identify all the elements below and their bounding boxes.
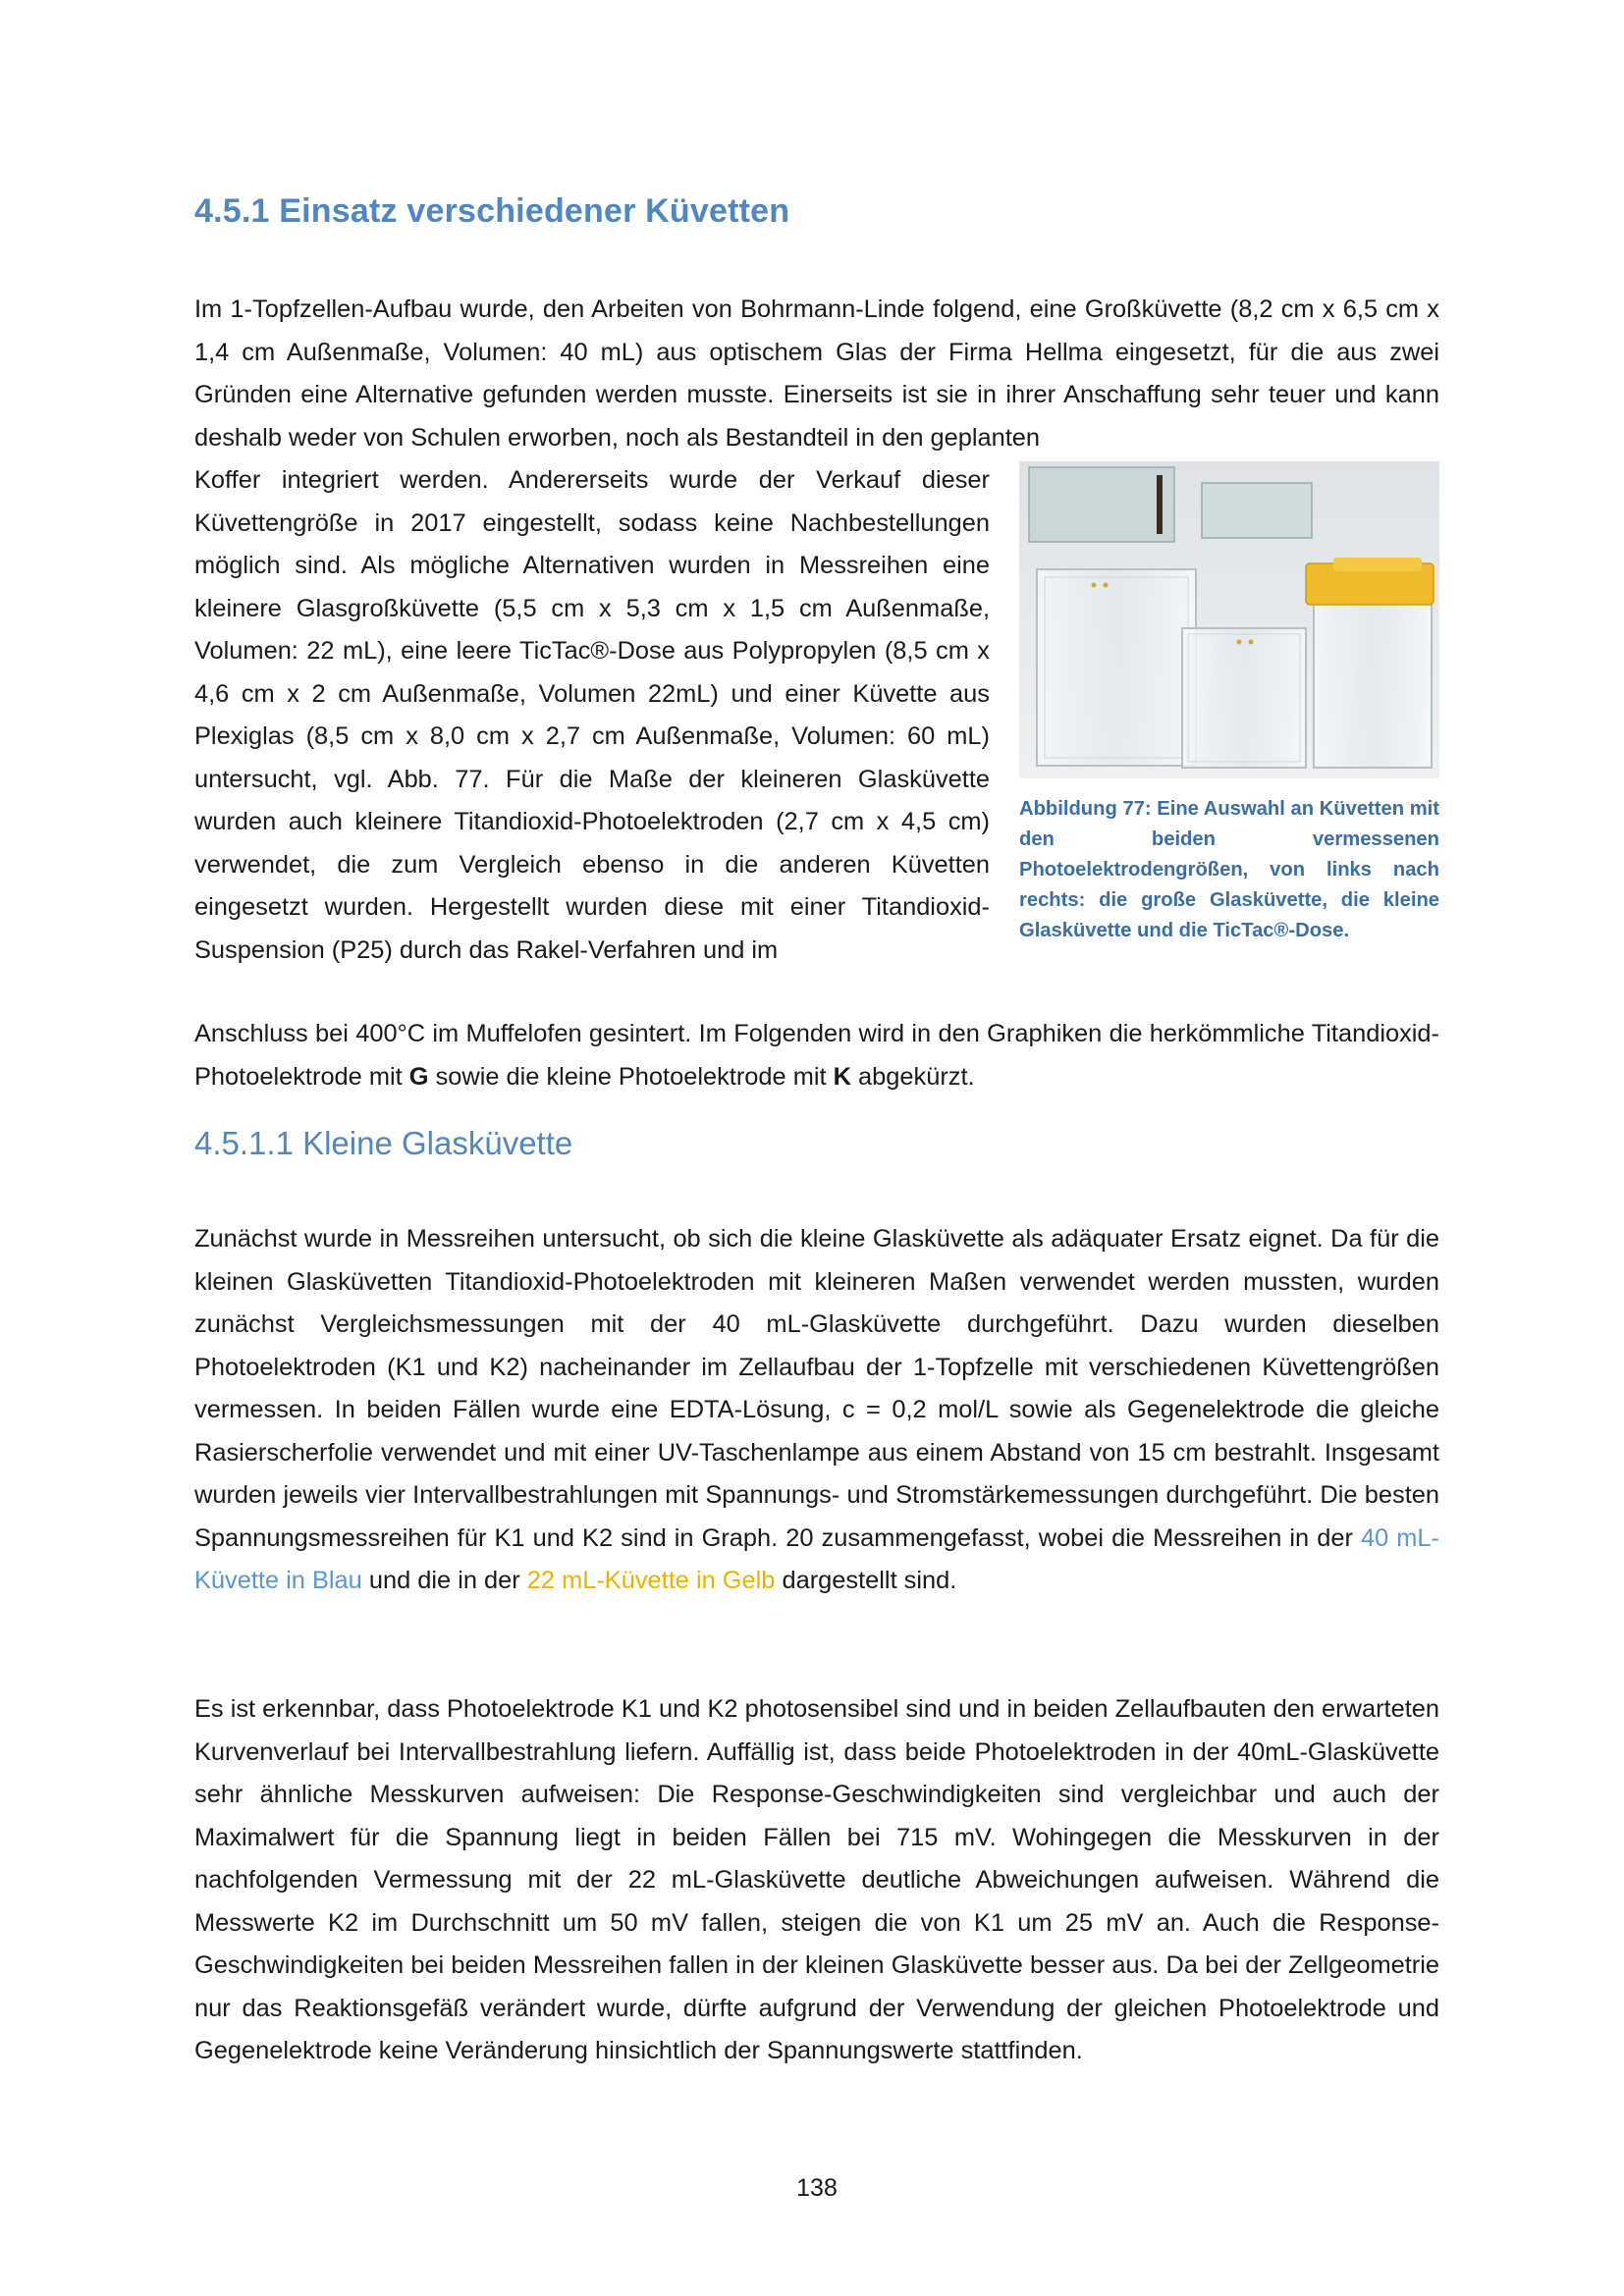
abbrev-g: G: [408, 1062, 429, 1091]
paragraph-small-cuvette: Zunächst wurde in Messreihen untersucht, ob sich die kleine Glasküvette als adäquater Ersatz eignet. Da für die kleinen Glasküvetten Titandioxid-Photoelektroden mit kleineren Maßen verwendet werden mussten, wurden zunächst Vergleichsmessungen mit der 40 mL-Glasküvette durchgeführt. Dazu wurden dieselben Photoelektroden (K1 und K2) nacheinander im Zellaufbau der 1-Topfzelle mit verschiedenen Küvettengrößen vermessen. In beiden Fällen wurde eine EDTA-Lösung, c = 0,2 mol/L sowie als Gegenelektrode die gleiche Rasierscherfolie verwendet und mit einer UV-Taschenlampe aus einem Abstand von 15 cm bestrahlt. Insgesamt wurden jeweils vier Intervallbestrahlungen mit Spannungs- und Stromstärkemessungen durchgeführt. Die besten Spannungsmessreihen für K1 und K2 sind in Graph. 20 zusammengefasst, wobei die Messreihen in der 40 mL-Küvette in Blau und die in der 22 mL-Küvette in Gelb dargestellt sind.: [194, 1225, 1439, 1594]
abbrev-k: K: [833, 1062, 851, 1091]
subsection-heading: 4.5.1.1 Kleine Glasküvette: [194, 1125, 573, 1161]
section-heading: 4.5.1 Einsatz verschiedener Küvetten: [194, 192, 790, 230]
intro-paragraph-tail: Anschluss bei 400°C im Muffelofen gesintert. Im Folgenden wird in den Graphiken die herkömmliche Titandioxid-Photoelektrode mit G sowie die kleine Photoelektrode mit K abgekürzt.: [194, 1020, 1439, 1091]
blue-series-label: 40 mL-Küvette in Blau: [194, 1523, 1439, 1594]
intro-paragraph-full: Im 1-Topfzellen-Aufbau wurde, den Arbeiten von Bohrmann-Linde folgend, eine Großküvette (8,2 cm x 6,5 cm x 1,4 cm Außenmaße, Volumen: 40 mL) aus optischem Glas der Firma Hellma eingesetzt, für die aus zwei Gründen eine Alternative gefunden werden musste. Einerseits ist sie in ihrer Anschaffung sehr teuer und kann deshalb weder von Schulen erworben, noch als Bestandteil in den geplanten: [194, 295, 1439, 452]
large-glass-cuvette: [1037, 569, 1196, 766]
small-photoelectrode: [1202, 483, 1312, 538]
paragraph-observations: Es ist erkennbar, dass Photoelektrode K1 und K2 photosensibel sind und in beiden Zellaufbauten den erwarteten Kurvenverlauf bei Intervallbestrahlung liefern. Auffällig ist, dass beide Photoelektroden in der 40mL-Glasküvette sehr ähnliche Messkurven aufweisen: Die Response-Geschwindigkeiten sind vergleichbar und auch der Maximalwert für die Spannung liegt in beiden Fällen bei 715 mV. Wohingegen die Messkurven in der nachfolgenden Vermessung mit der 22 mL-Glasküvette deutliche Abweichungen aufweisen. Während die Messwerte K2 im Durchschnitt um 50 mV fallen, steigen die von K1 um 25 mV an. Auch die Response-Geschwindigkeiten bei beiden Messreihen fallen in der kleinen Glasküvette besser aus. Da bei der Zellgeometrie nur das Reaktionsgefäß verändert wurde, dürfte aufgrund der Verwendung der gleichen Photoelektrode und Gegenelektrode keine Veränderung hinsichtlich der Spannungswerte stattfinden.: [194, 1695, 1439, 2064]
document-page: [194, 0, 1439, 2296]
figure-caption: Abbildung 77: Eine Auswahl an Küvetten mit den beiden vermessenen Photoelektrodengrößen, von links nach rechts: die große Glasküvette, die kleine Glasküvette und die TicTac®-Dose.: [1019, 798, 1439, 941]
cuvette-photo: [1019, 461, 1439, 778]
small-glass-cuvette: [1182, 628, 1306, 768]
page-number: 138: [796, 2174, 838, 2202]
intro-paragraph-narrow: Koffer integriert werden. Andererseits wurde der Verkauf dieser Küvettengröße in 2017 eingestellt, sodass keine Nachbestellungen möglich sind. Als mögliche Alternativen wurden in Messreihen eine kleinere Glasgroßküvette (5,5 cm x 5,3 cm x 1,5 cm Außenmaße, Volumen: 22 mL), eine leere TicTac®-Dose aus Polypropylen (8,5 cm x 4,6 cm x 2 cm Außenmaße, Volumen 22mL) und einer Küvette aus Plexiglas (8,5 cm x 8,0 cm x 2,7 cm Außenmaße, Volumen: 60 mL) untersucht, vgl. Abb. 77. Für die Maße der kleineren Glasküvette wurden auch kleinere Titandioxid-Photoelektroden (2,7 cm x 4,5 cm) verwendet, die zum Vergleich ebenso in die anderen Küvetten eingesetzt wurden. Hergestellt wurden diese mit einer Titandioxid-Suspension (P25) durch das Rakel-Verfahren und im: [194, 466, 990, 964]
large-photoelectrode: [1029, 467, 1174, 542]
figure-77: [1019, 461, 1439, 946]
yellow-series-label: 22 mL-Küvette in Gelb: [526, 1567, 776, 1594]
